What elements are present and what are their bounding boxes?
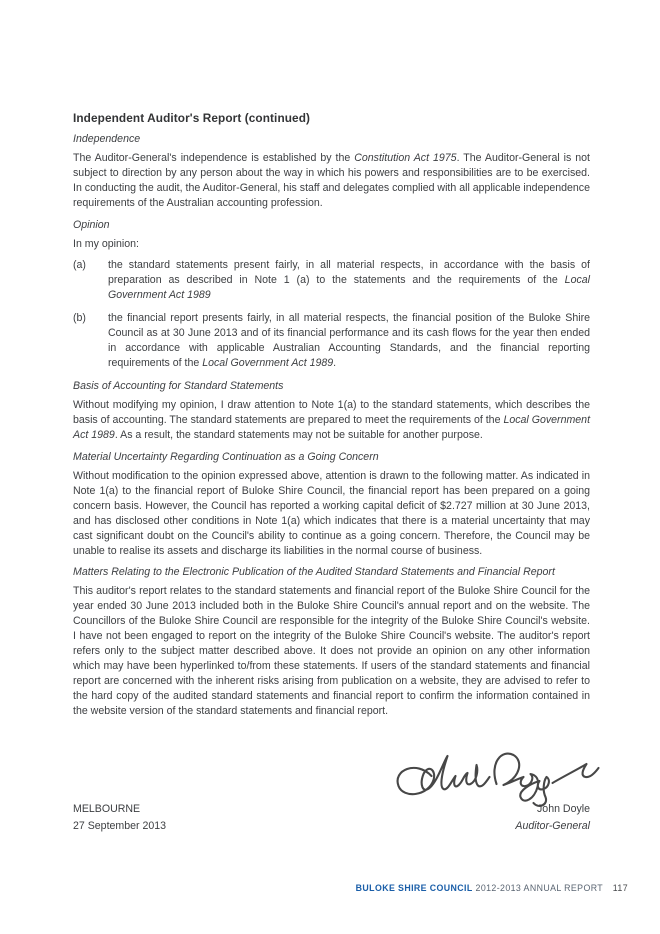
footer-page-number: 117	[612, 883, 628, 893]
signature-image	[385, 746, 603, 808]
page-title: Independent Auditor's Report (continued)	[73, 111, 311, 125]
list-marker: (a)	[73, 259, 86, 271]
paragraph: In my opinion:	[73, 237, 139, 250]
footer-brand: BULOKE SHIRE COUNCIL	[355, 883, 473, 893]
section-heading: Basis of Accounting for Standard Statements	[73, 380, 284, 392]
list-item: (b) the financial report presents fairly, in all material respects, the financial position of the Buloke Shire Council as at 30 June 2013 and of its financial performance and its cash flows for the year then ended in accordance with applicable Australian Accounting Standards, and the financial reporting requirements of the Local Government Act 1989.	[73, 312, 590, 369]
signatory-title: Auditor-General	[515, 819, 590, 832]
list-item: (a) the standard statements present fairly, in all material respects, in accordance with the basis of preparation as described in Note 1 (a) to the statements and the requirements of the Local Government Act 1989	[73, 259, 590, 301]
section-heading: Independence	[73, 133, 141, 145]
signoff-place-date	[73, 801, 166, 834]
paragraph: Without modification to the opinion expressed above, attention is drawn to the following matter. As indicated in Note 1(a) to the financial report of Buloke Shire Council, the financial report has been prepared on a going concern basis. However, the Council has reported a working capital deficit of $2.727 million at 30 June 2013, and has disclosed other conditions in Note 1(a) which indicates that there is a material uncertainty that may cast significant doubt on the Council's ability to continue as a going concern. Therefore, the Council may be unable to realise its assets and discharge its liabilities in the normal course of business.	[73, 469, 590, 557]
signoff-date: 27 September 2013	[73, 819, 167, 832]
page-footer	[356, 883, 628, 893]
signoff-signatory	[515, 801, 590, 834]
signoff-place: MELBOURNE	[73, 803, 141, 815]
section-heading: Material Uncertainty Regarding Continuation as a Going Concern	[73, 450, 379, 463]
signatory-name: John Doyle	[537, 803, 590, 815]
section-heading: Opinion	[73, 218, 110, 231]
paragraph: The Auditor-General's independence is established by the Constitution Act 1975. The Auditor-General is not subject to direction by any person about the way in which his powers and responsibilities are to be exercised. In conducting the audit, the Auditor-General, his staff and delegates complied with all applicable independence requirements of the Australian accounting profession.	[73, 152, 590, 209]
section-heading: Matters Relating to the Electronic Publication of the Audited Standard Statements and Financial Report	[73, 566, 555, 578]
report-body	[73, 132, 590, 719]
footer-report-title: 2012-2013 ANNUAL REPORT	[475, 883, 603, 893]
report-content	[73, 111, 590, 726]
signature-scrawl-icon	[385, 746, 603, 808]
paragraph: Without modifying my opinion, I draw attention to Note 1(a) to the standard statements, which describes the basis of accounting. The standard statements are prepared to meet the requirements of the Local Government Act 1989. As a result, the standard statements may not be suitable for another purpose.	[73, 399, 591, 441]
list-marker: (b)	[73, 312, 86, 324]
paragraph: This auditor's report relates to the standard statements and financial report of the Buloke Shire Council for the year ended 30 June 2013 included both in the Buloke Shire Council's annual report and on the website. The Councillors of the Buloke Shire Council are responsible for the integrity of the Buloke Shire Council's website. I have not been engaged to report on the integrity of the Buloke Shire Council's website. The auditor's report refers only to the subject matter described above. It does not provide an opinion on any other information which may have been hyperlinked to/from these statements. If users of the standard statements and financial report are concerned with the inherent risks arising from publication on a website, they are advised to refer to the hard copy of the audited standard statements and financial report to confirm the information contained in the website version of the standard statements and financial report.	[73, 585, 590, 717]
signoff-block	[73, 801, 590, 834]
